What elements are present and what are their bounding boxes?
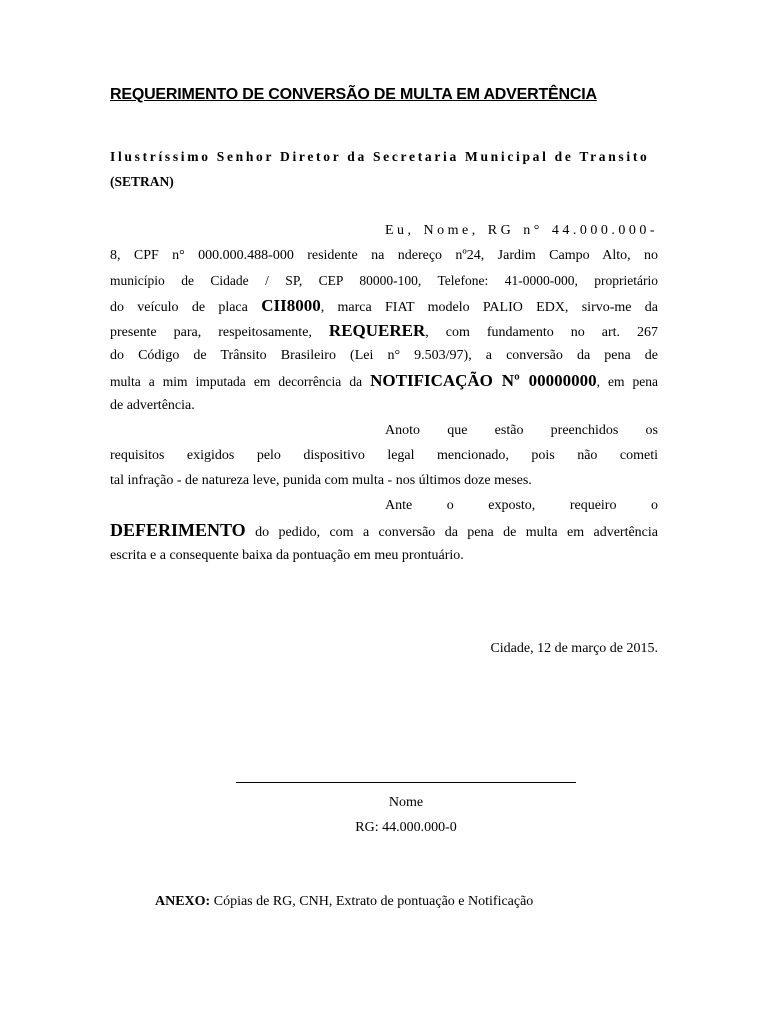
body-line: de advertência.: [110, 398, 195, 413]
vehicle-plate: CII8000: [261, 296, 321, 315]
body-line: multa a mim imputada em decorrência da NOTIFICAÇÃO Nº 00000000, em pena: [110, 371, 658, 390]
body-line: tal infração - de natureza leve, punida com multa - nos últimos doze meses.: [110, 473, 532, 488]
body-line: do Código de Trânsito Brasileiro (Lei n° 9.503/97), a conversão da pena de: [110, 348, 658, 363]
signature-name: Nome: [388, 795, 424, 810]
body-line: presente para, respeitosamente, REQUERER, com fundamento no art. 267: [110, 321, 658, 340]
body-line: Eu, Nome, RG n° 44.000.000-: [385, 223, 658, 238]
body-line: 8, CPF n° 000.000.488-000 residente na ndereço nº24, Jardim Campo Alto, no: [110, 248, 658, 263]
annex-line: [155, 894, 533, 910]
request-body: [110, 218, 658, 568]
body-line: requisitos exigidos pelo dispositivo legal mencionado, pois não cometi: [110, 448, 658, 463]
addressee-block: [110, 144, 660, 194]
document-date: Cidade, 12 de março de 2015.: [490, 641, 658, 656]
notification-number: NOTIFICAÇÃO Nº 00000000: [370, 371, 597, 390]
body-line: Ante o exposto, requeiro o: [385, 498, 658, 513]
body-line: do veículo de placa CII8000, marca FIAT modelo PALIO EDX, sirvo-me da: [110, 296, 658, 315]
document-title: REQUERIMENTO DE CONVERSÃO DE MULTA EM ADVERTÊNCIA: [110, 86, 597, 103]
body-line: escrita e a consequente baixa da pontuação em meu prontuário.: [110, 548, 464, 563]
addressee-line-2: (SETRAN): [110, 174, 174, 189]
signature-line: [236, 782, 576, 783]
requerer-emphasis: REQUERER: [328, 321, 426, 340]
annex-text: Cópias de RG, CNH, Extrato de pontuação e Notificação: [213, 894, 534, 909]
deferimento-emphasis: DEFERIMENTO: [110, 520, 246, 540]
body-line: município de Cidade / SP, CEP 80000-100, Telefone: 41-0000-000, proprietário: [110, 273, 658, 288]
annex-label: ANEXO:: [155, 894, 211, 909]
body-line: DEFERIMENTO do pedido, com a conversão da pena de multa em advertência: [110, 520, 658, 540]
signature-rg: RG: 44.000.000-0: [355, 820, 457, 835]
body-line: Anoto que estão preenchidos os: [385, 423, 658, 438]
addressee-line-1: Ilustríssimo Senhor Diretor da Secretaria Municipal de Transito: [110, 149, 650, 164]
